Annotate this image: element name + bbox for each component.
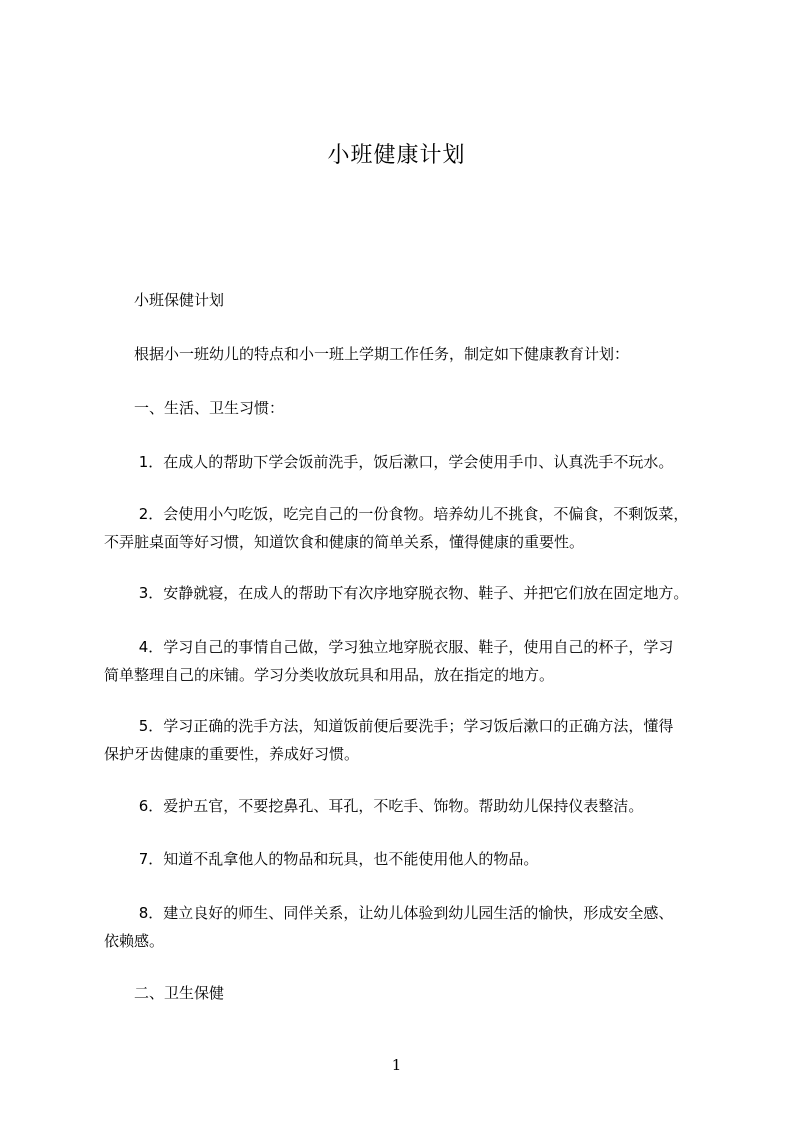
paragraph-line: 小班保健计划 bbox=[104, 291, 225, 309]
paragraph-line: 一、生活、卫生习惯： bbox=[104, 399, 285, 417]
paragraph-line: 7．知道不乱拿他人的物品和玩具，也不能使用他人的物品。 bbox=[104, 850, 539, 868]
list-item-2 bbox=[104, 500, 716, 556]
list-item-5 bbox=[104, 712, 716, 768]
paragraph-line: 5．学习正确的洗手方法，知道饭前便后要洗手；学习饭后漱口的正确方法，懂得 bbox=[104, 717, 674, 735]
paragraph-line: 3．安静就寝，在成人的帮助下有次序地穿脱衣物、鞋子、并把它们放在固定地方。 bbox=[104, 584, 689, 602]
list-item-6 bbox=[104, 792, 716, 820]
paragraph-line: 根据小一班幼儿的特点和小一班上学期工作任务，制定如下健康教育计划： bbox=[104, 345, 630, 363]
paragraph-line: 保护牙齿健康的重要性，养成好习惯。 bbox=[104, 745, 360, 763]
paragraph-line: 二、卫生保健 bbox=[104, 984, 225, 1002]
paragraph-1 bbox=[104, 286, 716, 314]
list-item-8 bbox=[104, 899, 716, 955]
section-heading-1 bbox=[104, 394, 716, 422]
page-title: 小班健康计划 bbox=[327, 143, 466, 168]
paragraph-line: 1．在成人的帮助下学会饭前洗手，饭后漱口，学会使用手巾、认真洗手不玩水。 bbox=[104, 453, 674, 471]
section-heading-2 bbox=[104, 979, 716, 1007]
paragraph-line: 简单整理自己的床铺。学习分类收放玩具和用品，放在指定的地方。 bbox=[104, 666, 555, 684]
page-number: 1 bbox=[391, 1056, 402, 1074]
list-item-3 bbox=[104, 579, 716, 607]
paragraph-line: 不弄脏桌面等好习惯，知道饮食和健康的简单关系，懂得健康的重要性。 bbox=[104, 533, 585, 551]
paragraph-line: 8．建立良好的师生、同伴关系，让幼儿体验到幼儿园生活的愉快，形成安全感、 bbox=[104, 904, 674, 922]
list-item-7 bbox=[104, 845, 716, 873]
paragraph-2 bbox=[104, 340, 716, 368]
paragraph-line: 6．爱护五官，不要挖鼻孔、耳孔，不吃手、饰物。帮助幼儿保持仪表整洁。 bbox=[104, 797, 644, 815]
paragraph-line: 依赖感。 bbox=[104, 932, 165, 950]
list-item-4 bbox=[104, 633, 716, 689]
paragraph-line: 2．会使用小勺吃饭，吃完自己的一份食物。培养幼儿不挑食，不偏食，不剩饭菜， bbox=[104, 505, 689, 523]
list-item-1 bbox=[104, 448, 716, 476]
paragraph-line: 4．学习自己的事情自己做，学习独立地穿脱衣服、鞋子，使用自己的杯子，学习 bbox=[104, 638, 674, 656]
